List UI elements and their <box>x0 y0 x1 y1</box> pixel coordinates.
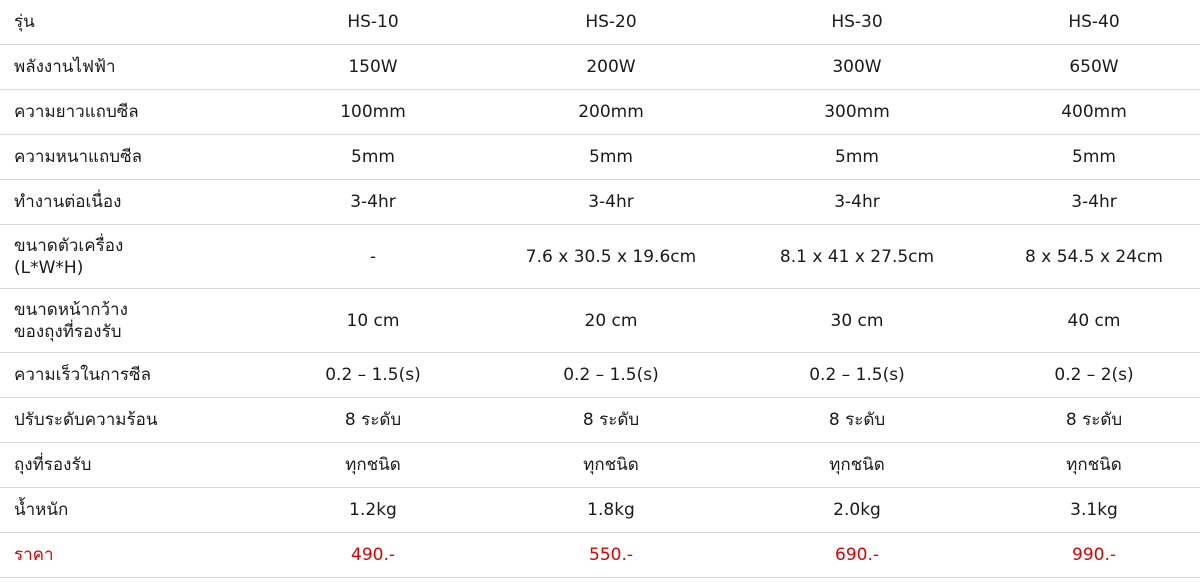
cell-value: 400mm <box>988 90 1200 135</box>
row-label-line: (L*W*H) <box>14 257 84 278</box>
table-row-heat-level <box>0 398 1200 443</box>
cell-value: 3-4hr <box>726 180 988 225</box>
price-value: 990.- <box>988 533 1200 578</box>
cell-value: 7.6 x 30.5 x 19.6cm <box>496 225 726 289</box>
table-row-supported-bags <box>0 443 1200 488</box>
price-value: 690.- <box>726 533 988 578</box>
table-row-power <box>0 45 1200 90</box>
cell-value: 200W <box>496 45 726 90</box>
table-row-machine-size <box>0 225 1200 289</box>
cell-value: 3-4hr <box>496 180 726 225</box>
cell-value: 5mm <box>726 135 988 180</box>
row-label: พลังงานไฟฟ้า <box>0 45 250 90</box>
cell-value: 5mm <box>988 135 1200 180</box>
cell-value: 40 cm <box>988 289 1200 353</box>
cell-value: 1.8kg <box>496 488 726 533</box>
table-row-bag-width <box>0 289 1200 353</box>
cell-value: 200mm <box>496 90 726 135</box>
row-label-line: ขนาดหน้ากว้าง <box>14 299 128 320</box>
model-name: HS-30 <box>726 0 988 45</box>
cell-value: 100mm <box>250 90 496 135</box>
cell-value: 8 x 54.5 x 24cm <box>988 225 1200 289</box>
cell-value: 5mm <box>250 135 496 180</box>
row-label: ความยาวแถบซีล <box>0 90 250 135</box>
cell-value: ทุกชนิด <box>988 443 1200 488</box>
row-label: ถุงที่รองรับ <box>0 443 250 488</box>
cell-value: 0.2 – 1.5(s) <box>726 353 988 398</box>
price-value: 550.- <box>496 533 726 578</box>
row-label-line: ขนาดตัวเครื่อง <box>14 235 124 256</box>
table-row-seal-length <box>0 90 1200 135</box>
cell-value: 3-4hr <box>250 180 496 225</box>
cell-value: 3.1kg <box>988 488 1200 533</box>
cell-value: 8 ระดับ <box>250 398 496 443</box>
cell-value: - <box>250 225 496 289</box>
cell-value: 650W <box>988 45 1200 90</box>
row-label <box>0 225 250 289</box>
header-row <box>0 0 1200 45</box>
cell-value: 2.0kg <box>726 488 988 533</box>
table-row-weight <box>0 488 1200 533</box>
cell-value: 1.2kg <box>250 488 496 533</box>
model-name: HS-10 <box>250 0 496 45</box>
row-label: ความเร็วในการซีล <box>0 353 250 398</box>
price-label: ราคา <box>0 533 250 578</box>
cell-value: 0.2 – 1.5(s) <box>496 353 726 398</box>
cell-value: 0.2 – 1.5(s) <box>250 353 496 398</box>
cell-value: 10 cm <box>250 289 496 353</box>
row-label <box>0 289 250 353</box>
cell-value: 300mm <box>726 90 988 135</box>
cell-value: ทุกชนิด <box>496 443 726 488</box>
cell-value: ทุกชนิด <box>250 443 496 488</box>
price-value: 490.- <box>250 533 496 578</box>
row-label: ความหนาแถบซีล <box>0 135 250 180</box>
cell-value: 8 ระดับ <box>726 398 988 443</box>
cell-value: 8.1 x 41 x 27.5cm <box>726 225 988 289</box>
table-row-seal-thickness <box>0 135 1200 180</box>
model-name: HS-20 <box>496 0 726 45</box>
row-label: ทำงานต่อเนื่อง <box>0 180 250 225</box>
table-row-price <box>0 533 1200 578</box>
row-label-line: ของถุงที่รองรับ <box>14 321 122 342</box>
row-label: ปรับระดับความร้อน <box>0 398 250 443</box>
model-name: HS-40 <box>988 0 1200 45</box>
cell-value: ทุกชนิด <box>726 443 988 488</box>
cell-value: 20 cm <box>496 289 726 353</box>
cell-value: 300W <box>726 45 988 90</box>
table-row-seal-speed <box>0 353 1200 398</box>
cell-value: 150W <box>250 45 496 90</box>
cell-value: 8 ระดับ <box>988 398 1200 443</box>
cell-value: 3-4hr <box>988 180 1200 225</box>
cell-value: 8 ระดับ <box>496 398 726 443</box>
row-label: น้ำหนัก <box>0 488 250 533</box>
cell-value: 5mm <box>496 135 726 180</box>
header-label: รุ่น <box>0 0 250 45</box>
cell-value: 0.2 – 2(s) <box>988 353 1200 398</box>
table-row-continuous-operation <box>0 180 1200 225</box>
cell-value: 30 cm <box>726 289 988 353</box>
